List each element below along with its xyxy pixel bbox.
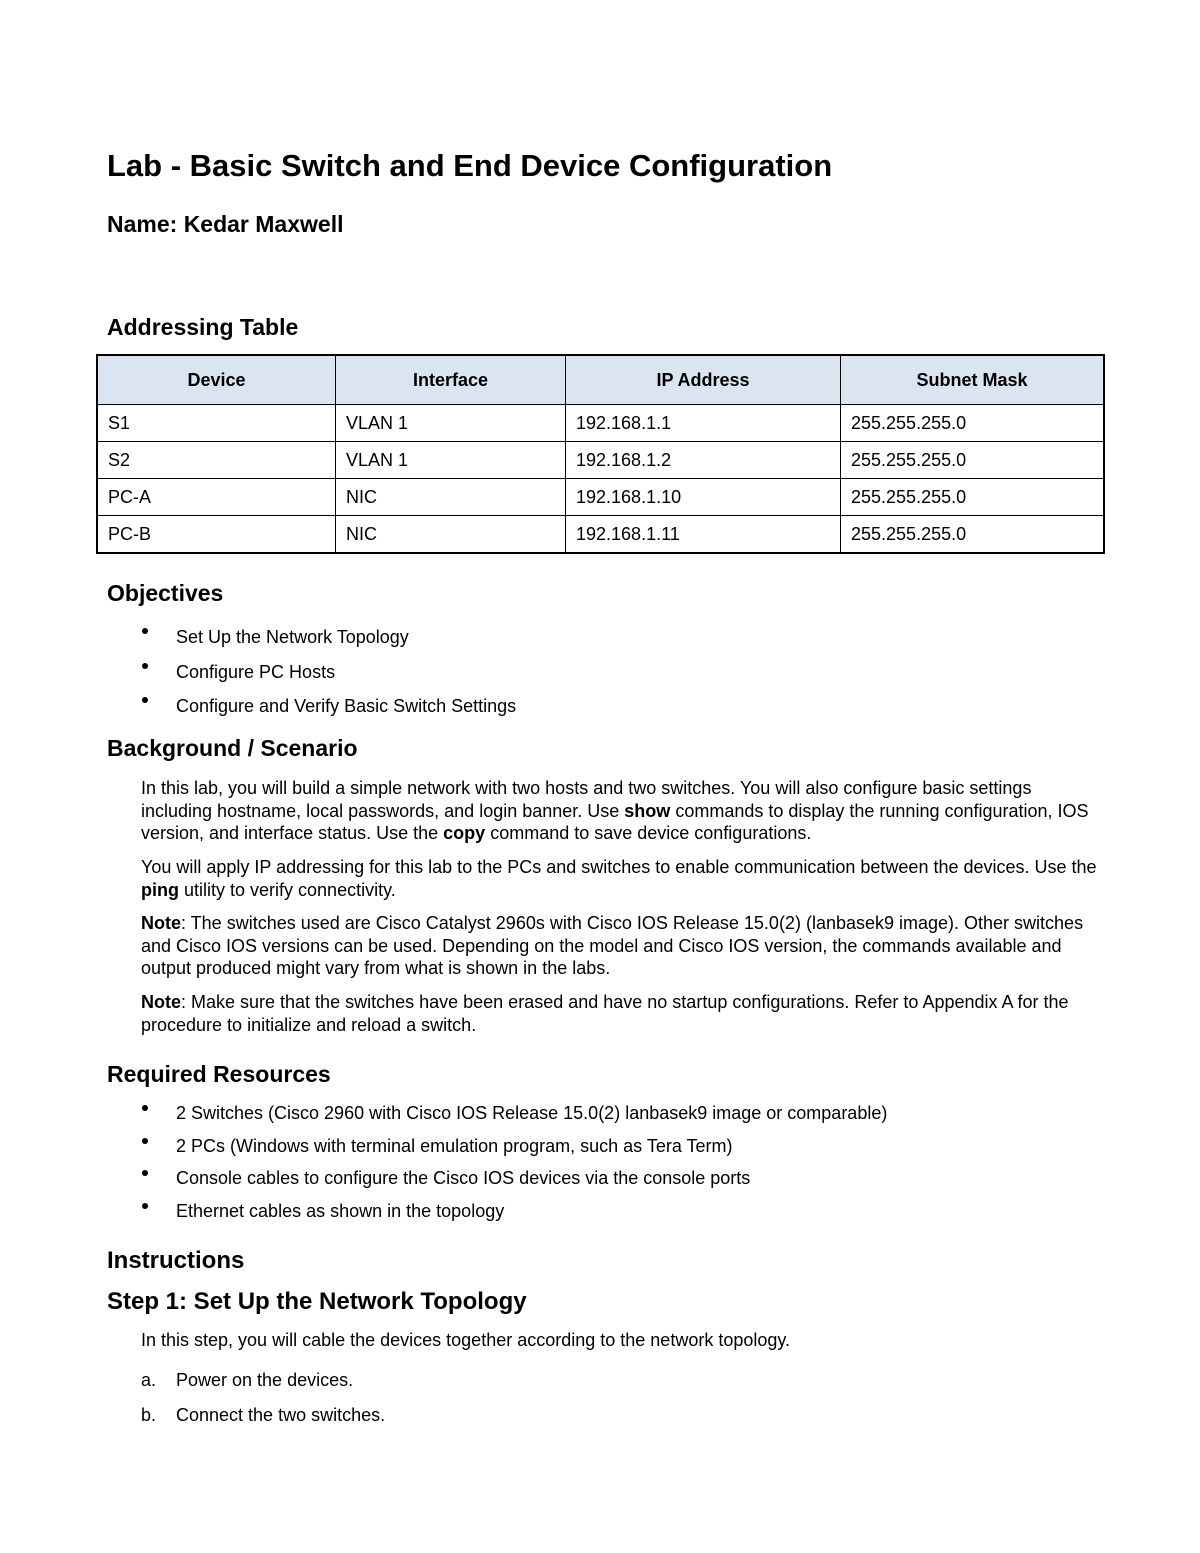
note-2 <box>141 991 1101 1036</box>
list-item-text: 2 PCs (Windows with terminal emulation program, such as Tera Term) <box>176 1135 733 1156</box>
list-item-text: Ethernet cables as shown in the topology <box>176 1200 505 1221</box>
note-1 <box>141 912 1101 980</box>
list-item <box>140 1195 887 1228</box>
step-marker: a. <box>141 1370 157 1390</box>
addressing-table-heading: Addressing Table <box>107 314 299 340</box>
bullet-icon <box>142 1170 148 1176</box>
step-1-list <box>140 1363 385 1433</box>
column-header: Subnet Mask <box>841 355 1105 405</box>
bullet-icon <box>142 628 148 634</box>
bullet-icon <box>142 1105 148 1111</box>
command-copy: copy <box>443 823 486 843</box>
resources-list <box>140 1097 887 1227</box>
list-item <box>140 1363 385 1398</box>
table-cell: NIC <box>336 516 566 554</box>
list-item <box>140 689 516 724</box>
page-title: Lab - Basic Switch and End Device Configuration <box>107 148 833 183</box>
step-1-intro: In this step, you will cable the devices together according to the network topology. <box>141 1330 791 1350</box>
instructions-heading: Instructions <box>107 1247 245 1274</box>
table-cell: 192.168.1.10 <box>566 479 841 516</box>
required-resources-heading: Required Resources <box>107 1061 331 1087</box>
note-label: Note <box>141 913 181 933</box>
list-item-text: Configure PC Hosts <box>176 661 336 682</box>
table-row <box>97 516 1104 554</box>
note-text: : Make sure that the switches have been erased and have no startup configurations. Refer to Appendix A for the procedure to initialize and reload a switch. <box>141 992 1069 1035</box>
paragraph-text: command to save device configurations. <box>485 823 812 843</box>
list-item <box>140 1398 385 1433</box>
note-text: : The switches used are Cisco Catalyst 2960s with Cisco IOS Release 15.0(2) (lanbasek9 image). Other switches and Cisco IOS versions can be used. Depending on the model and Cisco IOS version, the commands available and output produced might vary from what is shown in the labs. <box>141 913 1084 978</box>
background-paragraph-2 <box>141 856 1101 901</box>
table-cell: 192.168.1.1 <box>566 405 841 442</box>
objectives-heading: Objectives <box>107 580 224 606</box>
list-item <box>140 1162 887 1195</box>
table-row <box>97 442 1104 479</box>
list-item-text: Connect the two switches. <box>176 1405 386 1425</box>
table-cell: 255.255.255.0 <box>841 442 1105 479</box>
bullet-icon <box>142 1203 148 1209</box>
step-marker: b. <box>141 1405 157 1425</box>
list-item-text: 2 Switches (Cisco 2960 with Cisco IOS Release 15.0(2) lanbasek9 image or comparable) <box>176 1103 888 1123</box>
table-cell: 255.255.255.0 <box>841 405 1105 442</box>
table-cell: S1 <box>97 405 336 442</box>
table-cell: 192.168.1.2 <box>566 442 841 479</box>
bullet-icon <box>142 1138 148 1144</box>
column-header: Interface <box>336 355 566 405</box>
bullet-icon <box>142 697 148 703</box>
list-item <box>140 620 516 655</box>
column-header: Device <box>97 355 336 405</box>
background-heading: Background / Scenario <box>107 735 358 761</box>
list-item <box>140 1130 887 1163</box>
table-cell: VLAN 1 <box>336 405 566 442</box>
table-header-row <box>97 355 1104 405</box>
table-cell: 255.255.255.0 <box>841 516 1105 554</box>
command-show: show <box>624 800 671 821</box>
list-item-text: Configure and Verify Basic Switch Settings <box>176 696 517 716</box>
background-paragraph-1 <box>141 777 1101 845</box>
paragraph-text: commands to display the running configuration, IOS version, and interface status. Use the <box>141 800 1089 843</box>
bullet-icon <box>142 663 148 669</box>
table-cell: 192.168.1.11 <box>566 516 841 554</box>
table-cell: S2 <box>97 442 336 479</box>
command-ping: ping <box>141 879 179 900</box>
paragraph-text: utility to verify connectivity. <box>179 879 396 900</box>
list-item-text: Power on the devices. <box>176 1370 354 1390</box>
step-1-heading: Step 1: Set Up the Network Topology <box>107 1288 527 1315</box>
table-cell: PC-B <box>97 516 336 554</box>
list-item-text: Console cables to configure the Cisco IOS devices via the console ports <box>176 1168 751 1188</box>
list-item <box>140 655 516 690</box>
objectives-list <box>140 620 516 724</box>
table-cell: PC-A <box>97 479 336 516</box>
paragraph-text: You will apply IP addressing for this lab to the PCs and switches to enable communication between the devices. Use the <box>141 857 1097 877</box>
table-row <box>97 479 1104 516</box>
table-cell: VLAN 1 <box>336 442 566 479</box>
table-cell: NIC <box>336 479 566 516</box>
table-cell: 255.255.255.0 <box>841 479 1105 516</box>
column-header: IP Address <box>566 355 841 405</box>
addressing-table <box>96 354 1105 554</box>
student-name: Name: Kedar Maxwell <box>107 211 344 237</box>
paragraph-text: In this lab, you will build a simple network with two hosts and two switches. You will also configure basic settings including hostname, local passwords, and login banner. Use <box>141 778 1032 821</box>
note-label: Note <box>141 992 181 1012</box>
list-item <box>140 1097 887 1130</box>
list-item-text: Set Up the Network Topology <box>176 627 409 647</box>
table-row <box>97 405 1104 442</box>
